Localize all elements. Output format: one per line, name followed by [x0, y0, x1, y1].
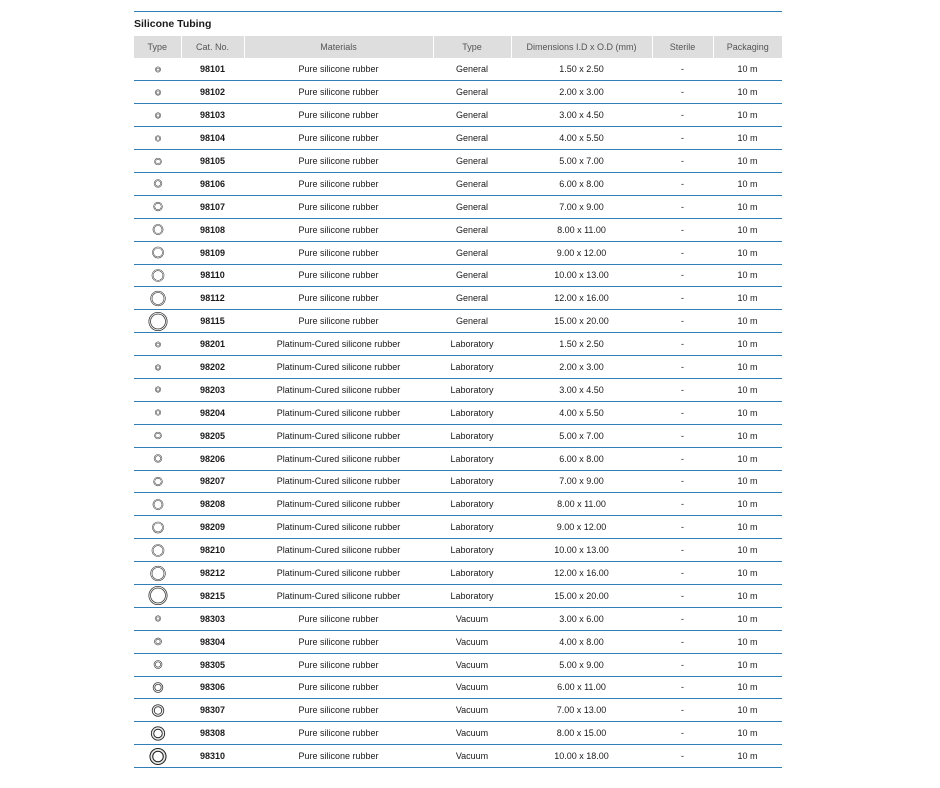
type-icon-cell: [134, 745, 181, 768]
dimensions: 5.00 x 7.00: [511, 424, 652, 447]
packaging: 10 m: [713, 516, 782, 539]
dimensions: 12.00 x 16.00: [511, 562, 652, 585]
dimensions: 2.00 x 3.00: [511, 81, 652, 104]
sterile: -: [652, 424, 713, 447]
dimensions: 8.00 x 11.00: [511, 218, 652, 241]
material: Pure silicone rubber: [244, 104, 433, 127]
type-icon-cell: [134, 447, 181, 470]
material: Platinum-Cured silicone rubber: [244, 562, 433, 585]
tubing-type: General: [433, 264, 511, 287]
tubing-type: General: [433, 310, 511, 333]
cat-number: 98207: [181, 470, 244, 493]
header-materials: Materials: [244, 36, 433, 58]
dimensions: 5.00 x 7.00: [511, 150, 652, 173]
type-icon-cell: [134, 493, 181, 516]
material: Pure silicone rubber: [244, 310, 433, 333]
material: Pure silicone rubber: [244, 172, 433, 195]
cat-number: 98206: [181, 447, 244, 470]
table-row: [134, 401, 782, 424]
tube-cross-section-icon: [147, 677, 169, 698]
packaging: 10 m: [713, 127, 782, 150]
material: Pure silicone rubber: [244, 58, 433, 81]
packaging: 10 m: [713, 562, 782, 585]
sterile: -: [652, 81, 713, 104]
cat-number: 98203: [181, 378, 244, 401]
cat-number: 98205: [181, 424, 244, 447]
type-icon-cell: [134, 241, 181, 264]
dimensions: 6.00 x 8.00: [511, 172, 652, 195]
table-row: [134, 539, 782, 562]
tubing-type: Laboratory: [433, 493, 511, 516]
material: Pure silicone rubber: [244, 699, 433, 722]
dimensions: 10.00 x 13.00: [511, 264, 652, 287]
table-row: [134, 584, 782, 607]
cat-number: 98102: [181, 81, 244, 104]
tubing-type: General: [433, 127, 511, 150]
dimensions: 1.50 x 2.50: [511, 58, 652, 81]
sterile: -: [652, 653, 713, 676]
table-row: [134, 287, 782, 310]
tube-cross-section-icon: [147, 265, 169, 286]
packaging: 10 m: [713, 653, 782, 676]
table-row: [134, 58, 782, 81]
packaging: 10 m: [713, 150, 782, 173]
sterile: -: [652, 584, 713, 607]
tubing-type: Laboratory: [433, 424, 511, 447]
tubing-type: Laboratory: [433, 333, 511, 356]
tube-cross-section-icon: [147, 219, 169, 240]
type-icon-cell: [134, 470, 181, 493]
material: Pure silicone rubber: [244, 150, 433, 173]
tube-cross-section-icon: [147, 105, 169, 126]
tube-cross-section-icon: [147, 471, 169, 492]
packaging: 10 m: [713, 699, 782, 722]
sterile: -: [652, 150, 713, 173]
type-icon-cell: [134, 722, 181, 745]
sterile: -: [652, 516, 713, 539]
tube-cross-section-icon: [147, 494, 169, 515]
tube-cross-section-icon: [147, 242, 169, 263]
tube-cross-section-icon: [147, 746, 169, 767]
material: Pure silicone rubber: [244, 630, 433, 653]
cat-number: 98110: [181, 264, 244, 287]
header-dimensions: Dimensions I.D x O.D (mm): [511, 36, 652, 58]
material: Pure silicone rubber: [244, 745, 433, 768]
cat-number: 98304: [181, 630, 244, 653]
type-icon-cell: [134, 356, 181, 379]
type-icon-cell: [134, 584, 181, 607]
dimensions: 6.00 x 8.00: [511, 447, 652, 470]
packaging: 10 m: [713, 676, 782, 699]
dimensions: 4.00 x 5.50: [511, 401, 652, 424]
tube-cross-section-icon: [147, 82, 169, 103]
tubing-type: Laboratory: [433, 539, 511, 562]
tube-cross-section-icon: [147, 311, 169, 332]
tubing-type: Laboratory: [433, 562, 511, 585]
dimensions: 9.00 x 12.00: [511, 241, 652, 264]
tube-cross-section-icon: [147, 173, 169, 194]
tubing-type: Vacuum: [433, 745, 511, 768]
sterile: -: [652, 333, 713, 356]
sterile: -: [652, 172, 713, 195]
tube-cross-section-icon: [147, 379, 169, 400]
type-icon-cell: [134, 172, 181, 195]
material: Pure silicone rubber: [244, 653, 433, 676]
type-icon-cell: [134, 264, 181, 287]
table-row: [134, 127, 782, 150]
material: Platinum-Cured silicone rubber: [244, 333, 433, 356]
table-body: [134, 58, 782, 768]
packaging: 10 m: [713, 607, 782, 630]
material: Pure silicone rubber: [244, 722, 433, 745]
table-row: [134, 378, 782, 401]
sterile: -: [652, 722, 713, 745]
product-table: [134, 36, 782, 768]
header-cat-no: Cat. No.: [181, 36, 244, 58]
tube-cross-section-icon: [147, 540, 169, 561]
cat-number: 98108: [181, 218, 244, 241]
tube-cross-section-icon: [147, 608, 169, 629]
tubing-type: Vacuum: [433, 607, 511, 630]
tube-cross-section-icon: [147, 563, 169, 584]
material: Platinum-Cured silicone rubber: [244, 356, 433, 379]
packaging: 10 m: [713, 81, 782, 104]
type-icon-cell: [134, 424, 181, 447]
cat-number: 98107: [181, 195, 244, 218]
cat-number: 98106: [181, 172, 244, 195]
sterile: -: [652, 356, 713, 379]
dimensions: 1.50 x 2.50: [511, 333, 652, 356]
tube-cross-section-icon: [147, 357, 169, 378]
tube-cross-section-icon: [147, 402, 169, 423]
tube-cross-section-icon: [147, 334, 169, 355]
sterile: -: [652, 607, 713, 630]
tubing-type: Vacuum: [433, 699, 511, 722]
tube-cross-section-icon: [147, 585, 169, 606]
table-row: [134, 516, 782, 539]
material: Platinum-Cured silicone rubber: [244, 470, 433, 493]
sterile: -: [652, 699, 713, 722]
sterile: -: [652, 127, 713, 150]
packaging: 10 m: [713, 401, 782, 424]
table-row: [134, 333, 782, 356]
cat-number: 98305: [181, 653, 244, 676]
sterile: -: [652, 470, 713, 493]
tubing-type: Vacuum: [433, 722, 511, 745]
cat-number: 98208: [181, 493, 244, 516]
sterile: -: [652, 104, 713, 127]
sterile: -: [652, 287, 713, 310]
table-row: [134, 745, 782, 768]
material: Pure silicone rubber: [244, 676, 433, 699]
table-row: [134, 493, 782, 516]
tubing-type: Laboratory: [433, 470, 511, 493]
header-type-icon: Type: [134, 36, 181, 58]
sterile: -: [652, 562, 713, 585]
packaging: 10 m: [713, 333, 782, 356]
catalog-section: [134, 11, 782, 768]
table-row: [134, 699, 782, 722]
dimensions: 8.00 x 15.00: [511, 722, 652, 745]
dimensions: 15.00 x 20.00: [511, 584, 652, 607]
dimensions: 3.00 x 6.00: [511, 607, 652, 630]
sterile: -: [652, 493, 713, 516]
header-sterile: Sterile: [652, 36, 713, 58]
type-icon-cell: [134, 195, 181, 218]
section-title: Silicone Tubing: [134, 18, 212, 30]
packaging: 10 m: [713, 493, 782, 516]
header-packaging: Packaging: [713, 36, 782, 58]
material: Pure silicone rubber: [244, 81, 433, 104]
sterile: -: [652, 745, 713, 768]
tube-cross-section-icon: [147, 128, 169, 149]
packaging: 10 m: [713, 287, 782, 310]
table-row: [134, 470, 782, 493]
cat-number: 98112: [181, 287, 244, 310]
tubing-type: Laboratory: [433, 584, 511, 607]
type-icon-cell: [134, 287, 181, 310]
dimensions: 4.00 x 8.00: [511, 630, 652, 653]
tubing-type: Vacuum: [433, 676, 511, 699]
dimensions: 9.00 x 12.00: [511, 516, 652, 539]
table-row: [134, 264, 782, 287]
sterile: -: [652, 58, 713, 81]
tubing-type: General: [433, 58, 511, 81]
table-row: [134, 81, 782, 104]
table-row: [134, 310, 782, 333]
table-row: [134, 104, 782, 127]
table-row: [134, 676, 782, 699]
dimensions: 2.00 x 3.00: [511, 356, 652, 379]
type-icon-cell: [134, 630, 181, 653]
tubing-type: Laboratory: [433, 447, 511, 470]
packaging: 10 m: [713, 630, 782, 653]
table-row: [134, 653, 782, 676]
type-icon-cell: [134, 58, 181, 81]
cat-number: 98109: [181, 241, 244, 264]
sterile: -: [652, 676, 713, 699]
type-icon-cell: [134, 562, 181, 585]
packaging: 10 m: [713, 104, 782, 127]
type-icon-cell: [134, 401, 181, 424]
table-row: [134, 562, 782, 585]
packaging: 10 m: [713, 539, 782, 562]
cat-number: 98210: [181, 539, 244, 562]
cat-number: 98201: [181, 333, 244, 356]
cat-number: 98204: [181, 401, 244, 424]
table-row: [134, 630, 782, 653]
type-icon-cell: [134, 607, 181, 630]
sterile: -: [652, 401, 713, 424]
material: Platinum-Cured silicone rubber: [244, 424, 433, 447]
tubing-type: General: [433, 150, 511, 173]
tube-cross-section-icon: [147, 654, 169, 675]
material: Platinum-Cured silicone rubber: [244, 516, 433, 539]
tubing-type: Vacuum: [433, 653, 511, 676]
type-icon-cell: [134, 333, 181, 356]
material: Platinum-Cured silicone rubber: [244, 539, 433, 562]
table-row: [134, 447, 782, 470]
tube-cross-section-icon: [147, 151, 169, 172]
cat-number: 98202: [181, 356, 244, 379]
material: Platinum-Cured silicone rubber: [244, 584, 433, 607]
cat-number: 98212: [181, 562, 244, 585]
material: Pure silicone rubber: [244, 241, 433, 264]
type-icon-cell: [134, 81, 181, 104]
type-icon-cell: [134, 676, 181, 699]
sterile: -: [652, 539, 713, 562]
dimensions: 10.00 x 13.00: [511, 539, 652, 562]
table-row: [134, 241, 782, 264]
dimensions: 15.00 x 20.00: [511, 310, 652, 333]
packaging: 10 m: [713, 470, 782, 493]
sterile: -: [652, 218, 713, 241]
dimensions: 3.00 x 4.50: [511, 378, 652, 401]
tubing-type: Vacuum: [433, 630, 511, 653]
type-icon-cell: [134, 653, 181, 676]
table-row: [134, 607, 782, 630]
dimensions: 4.00 x 5.50: [511, 127, 652, 150]
tubing-type: General: [433, 104, 511, 127]
table-row: [134, 722, 782, 745]
dimensions: 8.00 x 11.00: [511, 493, 652, 516]
material: Pure silicone rubber: [244, 287, 433, 310]
cat-number: 98104: [181, 127, 244, 150]
cat-number: 98105: [181, 150, 244, 173]
sterile: -: [652, 378, 713, 401]
type-icon-cell: [134, 378, 181, 401]
material: Platinum-Cured silicone rubber: [244, 447, 433, 470]
tube-cross-section-icon: [147, 288, 169, 309]
tube-cross-section-icon: [147, 700, 169, 721]
material: Platinum-Cured silicone rubber: [244, 378, 433, 401]
tube-cross-section-icon: [147, 517, 169, 538]
type-icon-cell: [134, 516, 181, 539]
sterile: -: [652, 630, 713, 653]
tubing-type: Laboratory: [433, 516, 511, 539]
cat-number: 98308: [181, 722, 244, 745]
cat-number: 98103: [181, 104, 244, 127]
cat-number: 98303: [181, 607, 244, 630]
tubing-type: General: [433, 172, 511, 195]
dimensions: 7.00 x 9.00: [511, 470, 652, 493]
cat-number: 98307: [181, 699, 244, 722]
cat-number: 98115: [181, 310, 244, 333]
type-icon-cell: [134, 150, 181, 173]
tube-cross-section-icon: [147, 59, 169, 80]
cat-number: 98209: [181, 516, 244, 539]
packaging: 10 m: [713, 172, 782, 195]
tubing-type: Laboratory: [433, 356, 511, 379]
sterile: -: [652, 241, 713, 264]
tubing-type: General: [433, 218, 511, 241]
header-type: Type: [433, 36, 511, 58]
type-icon-cell: [134, 218, 181, 241]
dimensions: 10.00 x 18.00: [511, 745, 652, 768]
tubing-type: General: [433, 81, 511, 104]
material: Pure silicone rubber: [244, 195, 433, 218]
packaging: 10 m: [713, 424, 782, 447]
dimensions: 6.00 x 11.00: [511, 676, 652, 699]
tubing-type: General: [433, 287, 511, 310]
type-icon-cell: [134, 699, 181, 722]
tube-cross-section-icon: [147, 448, 169, 469]
tubing-type: Laboratory: [433, 378, 511, 401]
tube-cross-section-icon: [147, 631, 169, 652]
packaging: 10 m: [713, 218, 782, 241]
material: Pure silicone rubber: [244, 218, 433, 241]
dimensions: 3.00 x 4.50: [511, 104, 652, 127]
sterile: -: [652, 447, 713, 470]
type-icon-cell: [134, 539, 181, 562]
material: Pure silicone rubber: [244, 264, 433, 287]
packaging: 10 m: [713, 722, 782, 745]
tube-cross-section-icon: [147, 723, 169, 744]
packaging: 10 m: [713, 58, 782, 81]
type-icon-cell: [134, 104, 181, 127]
dimensions: 12.00 x 16.00: [511, 287, 652, 310]
packaging: 10 m: [713, 745, 782, 768]
dimensions: 7.00 x 9.00: [511, 195, 652, 218]
packaging: 10 m: [713, 310, 782, 333]
material: Platinum-Cured silicone rubber: [244, 493, 433, 516]
tube-cross-section-icon: [147, 196, 169, 217]
table-row: [134, 356, 782, 379]
packaging: 10 m: [713, 447, 782, 470]
cat-number: 98215: [181, 584, 244, 607]
type-icon-cell: [134, 310, 181, 333]
tubing-type: General: [433, 195, 511, 218]
material: Pure silicone rubber: [244, 127, 433, 150]
tubing-type: Laboratory: [433, 401, 511, 424]
material: Pure silicone rubber: [244, 607, 433, 630]
packaging: 10 m: [713, 241, 782, 264]
material: Platinum-Cured silicone rubber: [244, 401, 433, 424]
tube-cross-section-icon: [147, 425, 169, 446]
table-header: [134, 36, 782, 58]
packaging: 10 m: [713, 264, 782, 287]
packaging: 10 m: [713, 356, 782, 379]
table-row: [134, 195, 782, 218]
sterile: -: [652, 310, 713, 333]
cat-number: 98306: [181, 676, 244, 699]
tubing-type: General: [433, 241, 511, 264]
dimensions: 7.00 x 13.00: [511, 699, 652, 722]
cat-number: 98310: [181, 745, 244, 768]
packaging: 10 m: [713, 584, 782, 607]
header-row: [134, 36, 782, 58]
table-row: [134, 150, 782, 173]
dimensions: 5.00 x 9.00: [511, 653, 652, 676]
cat-number: 98101: [181, 58, 244, 81]
table-row: [134, 424, 782, 447]
packaging: 10 m: [713, 378, 782, 401]
sterile: -: [652, 264, 713, 287]
packaging: 10 m: [713, 195, 782, 218]
table-row: [134, 172, 782, 195]
type-icon-cell: [134, 127, 181, 150]
sterile: -: [652, 195, 713, 218]
table-row: [134, 218, 782, 241]
